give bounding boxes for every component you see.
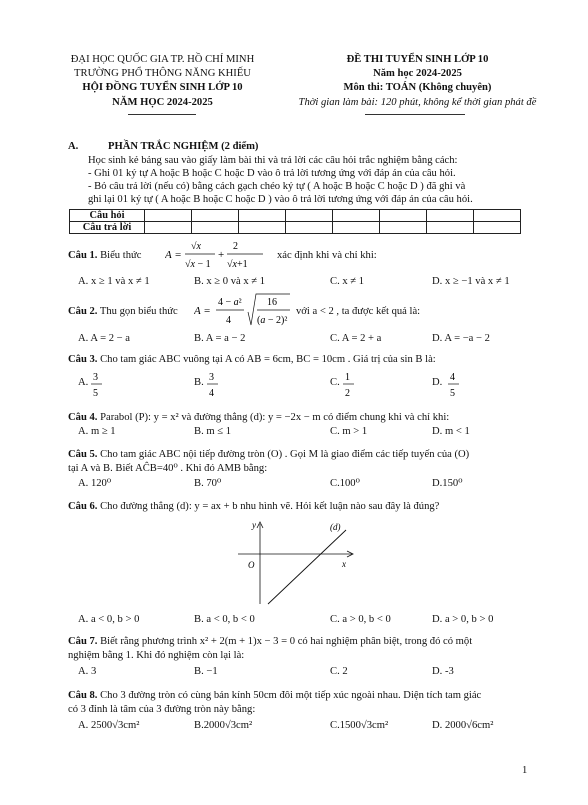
q6-label: Câu 6. (68, 501, 98, 512)
svg-text:4: 4 (450, 372, 455, 383)
q3-option-c: C. (330, 377, 340, 388)
q6-option-a: A. a < 0, b > 0 (78, 614, 140, 625)
q1-option-c: C. x ≠ 1 (330, 276, 365, 287)
q3-option-a: A. (78, 377, 89, 388)
q6-graph (230, 518, 360, 608)
graph-label-x: x (342, 559, 346, 569)
school-line-1: ĐẠI HỌC QUỐC GIA TP. HỒ CHÍ MINH (70, 54, 255, 65)
svg-text:2: 2 (233, 241, 238, 252)
svg-text:4 − a²: 4 − a² (218, 297, 242, 308)
q3-fraction-d (447, 369, 461, 401)
svg-text:2: 2 (345, 388, 350, 399)
q5-text: Cho tam giác ABC nội tiếp đường tròn (O) . Gọi M là giao điểm các tiếp tuyến của (O) (100, 449, 470, 460)
q6-option-b: B. a < 0, b < 0 (194, 614, 255, 625)
graph-label-origin: O (248, 560, 255, 570)
q3-fraction-c (342, 369, 356, 401)
header-left-rule (128, 114, 196, 115)
svg-text:1: 1 (345, 372, 350, 383)
q7-option-d: D. -3 (432, 666, 454, 677)
q1-option-b: B. x ≥ 0 và x ≠ 1 (194, 276, 266, 287)
svg-text:√x+1: √x+1 (227, 259, 248, 270)
instruction-3: - Bỏ câu trả lời (nếu có) bằng cách gạch chéo ký tự ( A hoặc B hoặc C hoặc D ) đã ghi và (88, 181, 466, 192)
instruction-2: - Ghi 01 ký tự A hoặc B hoặc C hoặc D vào ô trả lời tương ứng với đáp án của câu hỏi. (88, 168, 456, 179)
q7-option-c: C. 2 (330, 666, 348, 677)
section-title: PHẦN TRẮC NGHIỆM (2 điểm) (108, 141, 259, 152)
q1-formula (165, 236, 275, 276)
q1-option-a: A. x ≥ 1 và x ≠ 1 (78, 276, 150, 287)
q6-text: Cho đường thẳng (d): y = ax + b nhu hình vẽ. Hỏi kết luận nào sau đây là đúng? (100, 501, 440, 512)
school-line-2: TRƯỜNG PHỔ THÔNG NĂNG KHIẾU (74, 68, 251, 79)
svg-text:3: 3 (93, 372, 98, 383)
svg-text:4: 4 (226, 315, 231, 326)
q2-label: Câu 2. (68, 306, 98, 317)
q1-text: Biểu thức (100, 250, 142, 261)
q2-option-b: B. A = a − 2 (194, 333, 246, 344)
exam-subject: Môn thi: TOÁN (Không chuyên) (343, 82, 492, 93)
svg-text:4: 4 (209, 388, 214, 399)
answer-table (69, 209, 521, 234)
svg-text:16: 16 (267, 297, 277, 308)
q8-option-c: C.1500√3cm² (330, 720, 389, 731)
council-line: HỘI ĐỒNG TUYỂN SINH LỚP 10 (82, 82, 243, 93)
section-letter: A. (68, 141, 79, 152)
q8-option-b: B.2000√3cm² (194, 720, 253, 731)
q4-text: Parabol (P): y = x² và đường thẳng (d): y = −2x − m có điểm chung khi và chỉ khi: (100, 412, 450, 423)
exam-year: Năm học 2024-2025 (373, 68, 462, 79)
q3-option-b: B. (194, 377, 204, 388)
q6-option-d: D. a > 0, b > 0 (432, 614, 494, 625)
q4-option-b: B. m ≤ 1 (194, 426, 232, 437)
q8-text-line-2: có 3 đỉnh là tâm của 3 đường tròn này bằng: (68, 704, 256, 715)
year-line-left: NĂM HỌC 2024-2025 (112, 97, 213, 108)
q2-tail: với a < 2 , ta được kết quả là: (296, 306, 421, 317)
q5-option-b: B. 70⁰ (194, 478, 222, 489)
page-number: 1 (522, 765, 528, 776)
q7-text: Biết rằng phương trình x² + 2(m + 1)x − 3 = 0 có hai nghiệm phân biệt, trong đó có một (100, 636, 473, 647)
svg-text:√x: √x (191, 241, 201, 252)
q7-option-a: A. 3 (78, 666, 97, 677)
q6-option-c: C. a > 0, b < 0 (330, 614, 391, 625)
svg-text:A: A (194, 305, 201, 317)
q8-text: Cho 3 đường tròn có cùng bán kính 50cm đôi một tiếp xúc ngoài nhau. Diện tích tam giác (100, 690, 482, 701)
q5-option-d: D.150⁰ (432, 478, 463, 489)
q5-text-line-2: tại A và B. Biết AĈB=40⁰ . Khi đó AMB bằng: (68, 463, 268, 474)
header-right-rule (365, 114, 465, 115)
exam-duration: Thời gian làm bài: 120 phút, không kể thời gian phát đề (298, 97, 537, 108)
svg-text:+: + (218, 249, 225, 261)
q4-option-c: C. m > 1 (330, 426, 368, 437)
q1-tail: xác định khi và chỉ khi: (277, 250, 377, 261)
q2-text: Thu gọn biểu thức (99, 306, 178, 317)
graph-label-y: y (252, 520, 256, 530)
svg-text:5: 5 (450, 388, 455, 399)
q4-label: Câu 4. (68, 412, 98, 423)
q1-option-d: D. x ≥ −1 và x ≠ 1 (432, 276, 510, 287)
q8-option-a: A. 2500√3cm² (78, 720, 140, 731)
svg-text:(a − 2)²: (a − 2)² (257, 315, 288, 326)
q7-option-b: B. −1 (194, 666, 218, 677)
q3-label: Câu 3. (68, 354, 98, 365)
q2-option-d: D. A = −a − 2 (432, 333, 490, 344)
q4-option-d: D. m < 1 (432, 426, 470, 437)
svg-text:3: 3 (209, 372, 214, 383)
table-header-answer: Câu trả lời (70, 222, 145, 234)
q5-label: Câu 5. (68, 449, 98, 460)
graph-line-d (268, 530, 346, 604)
q2-option-a: A. A = 2 − a (78, 333, 130, 344)
q7-label: Câu 7. (68, 636, 98, 647)
svg-text:=: = (175, 249, 182, 261)
instruction-4: ghi lại 01 ký tự ( A hoặc B hoặc C hoặc D ) vào ô trả lời tương ứng với đáp án của câu hỏi. (88, 194, 473, 205)
q3-text: Cho tam giác ABC vuông tại A có AB = 6cm, BC = 10cm . Giá trị của sin B là: (100, 354, 436, 365)
q5-option-c: C.100⁰ (330, 478, 360, 489)
q4-option-a: A. m ≥ 1 (78, 426, 116, 437)
q8-label: Câu 8. (68, 690, 98, 701)
q8-option-d: D. 2000√6cm² (432, 720, 494, 731)
svg-text:A: A (165, 249, 172, 261)
q3-option-d: D. (432, 377, 443, 388)
exam-title: ĐỀ THI TUYỂN SINH LỚP 10 (346, 54, 489, 65)
table-header-question: Câu hỏi (70, 210, 145, 222)
svg-text:=: = (204, 305, 211, 317)
instruction-1: Học sinh kẻ bảng sau vào giấy làm bài thi và trả lời các câu hỏi trắc nghiệm bằng cách: (88, 155, 458, 166)
svg-text:5: 5 (93, 388, 98, 399)
svg-text:√x − 1: √x − 1 (185, 259, 211, 270)
graph-label-d: (d) (330, 522, 341, 532)
q2-formula (194, 292, 294, 332)
q5-option-a: A. 120⁰ (78, 478, 112, 489)
q3-fraction-a (90, 369, 104, 401)
q7-text-line-2: nghiệm bằng 1. Khi đó nghiệm còn lại là: (68, 650, 245, 661)
q1-label: Câu 1. (68, 250, 98, 261)
q3-fraction-b (206, 369, 220, 401)
q2-option-c: C. A = 2 + a (330, 333, 382, 344)
